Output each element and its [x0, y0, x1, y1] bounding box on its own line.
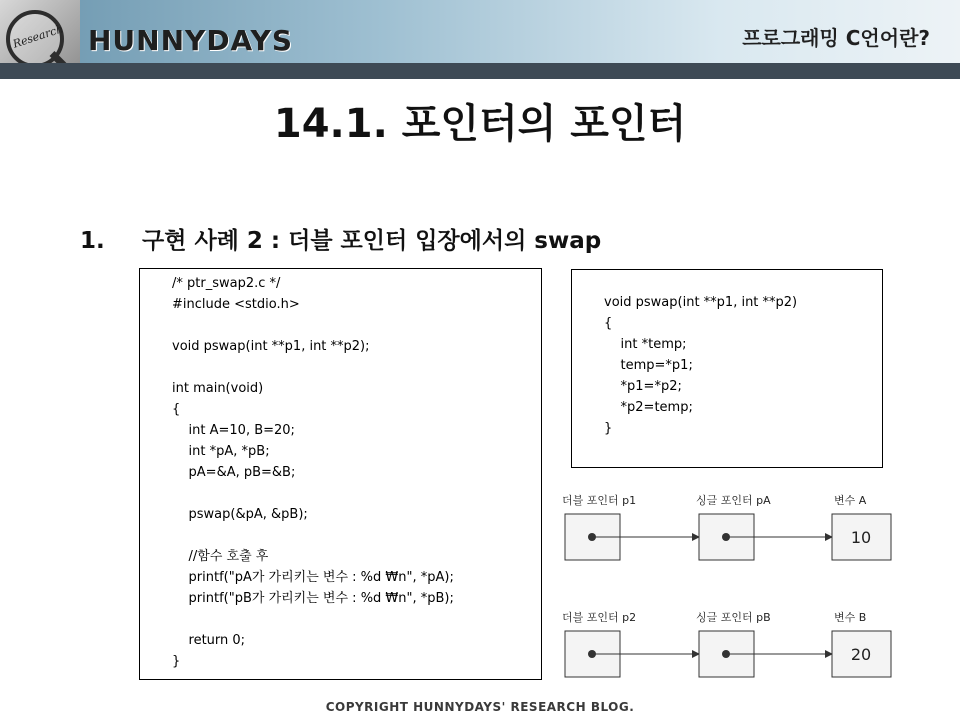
pointer-diagram — [548, 488, 908, 688]
variable-label-a: 변수 A — [834, 494, 867, 507]
variable-value-b: 20 — [850, 645, 872, 664]
header-band — [0, 63, 960, 79]
slide-title: 14.1. 포인터의 포인터 — [273, 101, 687, 147]
section-title: 구현 사례 2 : 더블 포인터 입장에서의 swap — [142, 228, 602, 254]
brand-name: HUNNYDAYS — [88, 24, 293, 57]
variable-value-a: 10 — [850, 528, 872, 547]
main-code-box — [139, 268, 542, 680]
double-pointer-label-p1: 더블 포인터 p1 — [562, 494, 637, 507]
pswap-code-box — [571, 269, 883, 468]
section-heading — [80, 222, 601, 255]
variable-label-b: 변수 B — [834, 611, 867, 624]
single-pointer-label-pb: 싱글 포인터 pB — [696, 611, 771, 624]
section-number: 1. — [80, 228, 105, 254]
header-banner — [0, 0, 960, 79]
copyright-footer: COPYRIGHT HUNNYDAYS' RESEARCH BLOG. — [325, 700, 635, 714]
logo-text: Research — [11, 22, 65, 51]
main-code: /* ptr_swap2.c */ #include <stdio.h> void pswap(int **p1, int **p2); int main(void) { int A=10, B=20; int *pA, *pB; pA=&A, pB=&B; pswap(&pA, &pB); //함수 호출 후 printf("pA가 가리키는 변수 : %d ₩n", *pA); printf("pB가 가리키는 변수 : %d ₩n", *pB); return 0; } — [172, 276, 454, 669]
pswap-code: void pswap(int **p1, int **p2) { int *temp; temp=*p1; *p1=*p2; *p2=temp; } — [604, 295, 798, 436]
slogan: 프로그래밍 C언어란? — [742, 26, 930, 50]
double-pointer-label-p2: 더블 포인터 p2 — [562, 611, 637, 624]
single-pointer-label-pa: 싱글 포인터 pA — [696, 494, 771, 507]
